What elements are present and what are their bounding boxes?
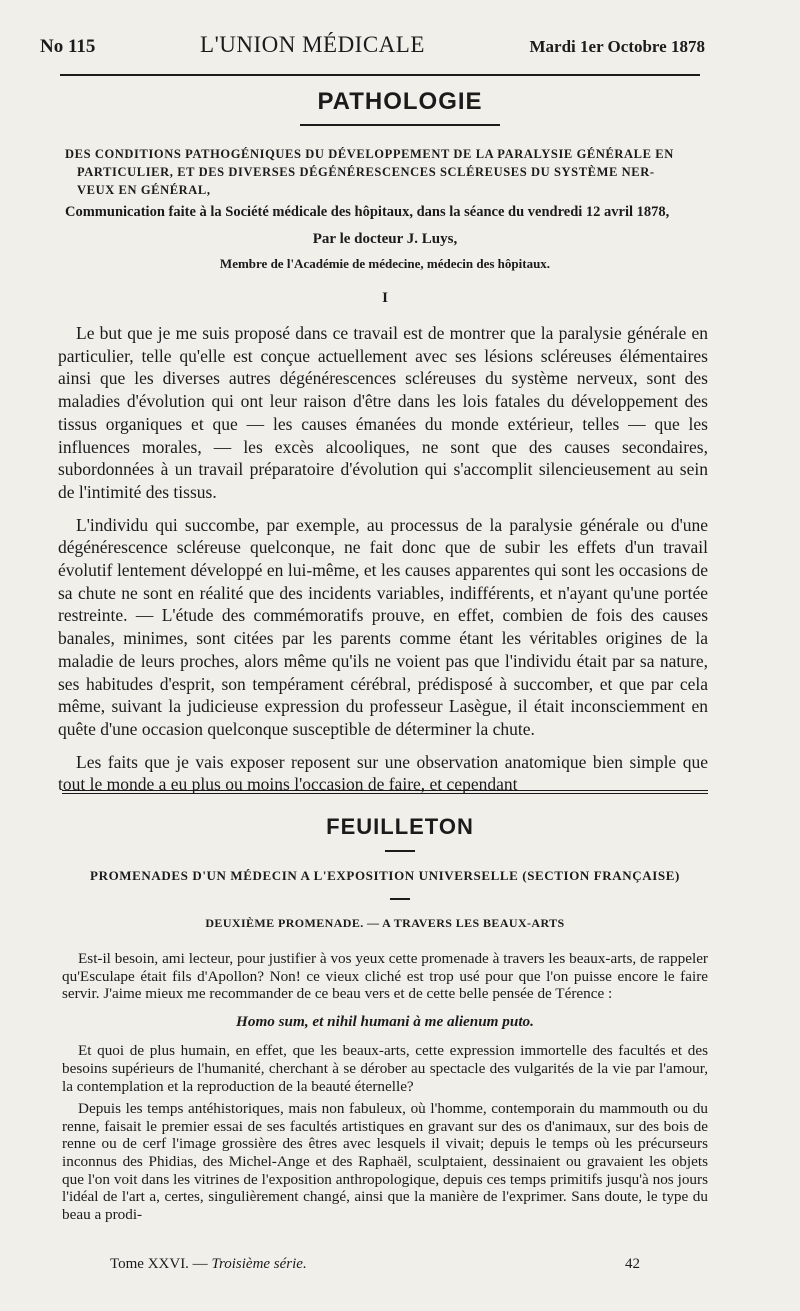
paragraph: Depuis les temps antéhistoriques, mais non fabuleux, où l'homme, contemporain du mammouth ou du renne, faisait le premier essai de ses facultés artistiques en gravant sur des os d'animaux, sur des bois de renne ou de cerf l'image grossière des êtres avec lesquels il vivait; depuis le temps où les précurseurs inconnus des Phidias, des Michel-Ange et des Raphaël, sculptaient, dessinaient ou gravaient les objets que l'on voit dans les vitrines de l'exposition anthropologique, depuis ces temps primitifs jusqu'à nos jours l'idéal de l'art a, certes, singulièrement changé, ainsi que la manière de l'exprimer. Sans doute, le type du beau a prodi-	[62, 1100, 708, 1223]
tome-series	[110, 1256, 307, 1273]
subtitle-dash	[390, 898, 410, 900]
section-rule	[300, 124, 500, 126]
author-line: Par le docteur J. Luys,	[312, 231, 458, 247]
series-label: Troisième série.	[211, 1256, 307, 1272]
page-header	[40, 32, 705, 68]
feuilleton-subtitle: DEUXIÈME PROMENADE. — A TRAVERS LES BEAUX-ARTS	[205, 916, 565, 930]
part-number: I	[382, 290, 388, 306]
journal-title: L'UNION MÉDICALE	[200, 32, 425, 57]
feuilleton-body	[62, 950, 708, 1228]
author-affiliation: Membre de l'Académie de médecine, médecin des hôpitaux.	[219, 256, 551, 271]
page-footer	[110, 1256, 640, 1273]
paragraph: L'individu qui succombe, par exemple, au processus de la paralysie générale ou d'une dégénérescence scléreuse quelconque, ne fait donc que de subir les effets d'un travail évolutif lentement développé en lui-même, et les causes apparentes qui sont les occasions de sa chute ne sont en réalité que des incidents variables, indifférents, et n'ayant qu'une portée restreinte. — L'étude des commémoratifs prouve, en effet, combien de fois des causes banales, minimes, sont citées par les parents comme étant les véritables origines de la maladie de leurs proches, alors même qu'ils ne voient pas que l'individu était par sa nature, ses habitudes d'esprit, son tempérament cérébral, prédisposé à succomber, et que par cela même, suivant la judicieuse expression du professeur Lasègue, il était inconsciemment en quête d'une occasion quelconque susceptible de déterminer la chute.	[58, 514, 708, 739]
article-title-line: PARTICULIER, ET DES DIVERSES DÉGÉNÉRESCENCES SCLÉREUSES DU SYSTÈME NER-	[77, 165, 655, 179]
issue-date: Mardi 1er Octobre 1878	[529, 37, 705, 56]
section-title-feuilleton: FEUILLETON	[326, 814, 474, 839]
section-title-pathologie: PATHOLOGIE	[317, 88, 483, 115]
article-title-line: DES CONDITIONS PATHOGÉNIQUES DU DÉVELOPPEMENT DE LA PARALYSIE GÉNÉRALE EN	[65, 147, 674, 161]
article-title	[65, 145, 705, 199]
paragraph: Et quoi de plus humain, en effet, que les beaux-arts, cette expression immortelle des facultés et des besoins supérieurs de l'humanité, cherchant à se dérober au spectacle des vulgarités de la vie par l'amour, la contemplation et la reproduction de la beauté éternelle?	[62, 1042, 708, 1095]
tome-label: Tome XXVI. —	[110, 1256, 208, 1272]
article-body	[58, 322, 708, 806]
paragraph: Est-il besoin, ami lecteur, pour justifier à vos yeux cette promenade à travers les beaux-arts, de rappeler qu'Esculape était fils d'Apollon? Non! ce vieux cliché est trop usé pour que l'on puisse encore le faire servir. J'aime mieux me recommander de ce beau vers et de cette belle pensée de Térence :	[62, 950, 708, 1003]
feuilleton-title: PROMENADES D'UN MÉDECIN A L'EXPOSITION UNIVERSELLE (SECTION FRANÇAISE)	[90, 868, 680, 883]
feuilleton-separator	[62, 790, 708, 794]
communication-note: Communication faite à la Société médicale des hôpitaux, dans la séance du vendredi 12 avril 1878,	[65, 204, 670, 220]
paragraph: Les faits que je vais exposer reposent sur une observation anatomique bien simple que tout le monde a eu plus ou moins l'occasion de faire, et cependant	[58, 751, 708, 795]
paragraph: Le but que je me suis proposé dans ce travail est de montrer que la paralysie générale en particulier, telle qu'elle est conçue actuellement avec ses lésions scléreuses élémentaires ainsi que les diverses autres dégénérescences scléreuses du système nerveux, sont des maladies d'évolution qui ont leur raison d'être dans les lois fatales du développement des tissus organiques et que — les causes émanées du monde extérieur, telles — que les influences morales, — les excès alcooliques, ne sont que des causes secondaires, subordonnées à un travail préparatoire d'évolution qui s'accomplit silencieusement au sein de l'intimité des tissus.	[58, 323, 708, 502]
section-dash	[385, 850, 415, 852]
header-rule	[60, 74, 700, 76]
issue-number: No 115	[40, 36, 96, 57]
page-number: 42	[625, 1256, 640, 1272]
latin-quote: Homo sum, et nihil humani à me alienum puto.	[236, 1012, 534, 1030]
article-title-line: VEUX EN GÉNÉRAL,	[77, 183, 211, 197]
